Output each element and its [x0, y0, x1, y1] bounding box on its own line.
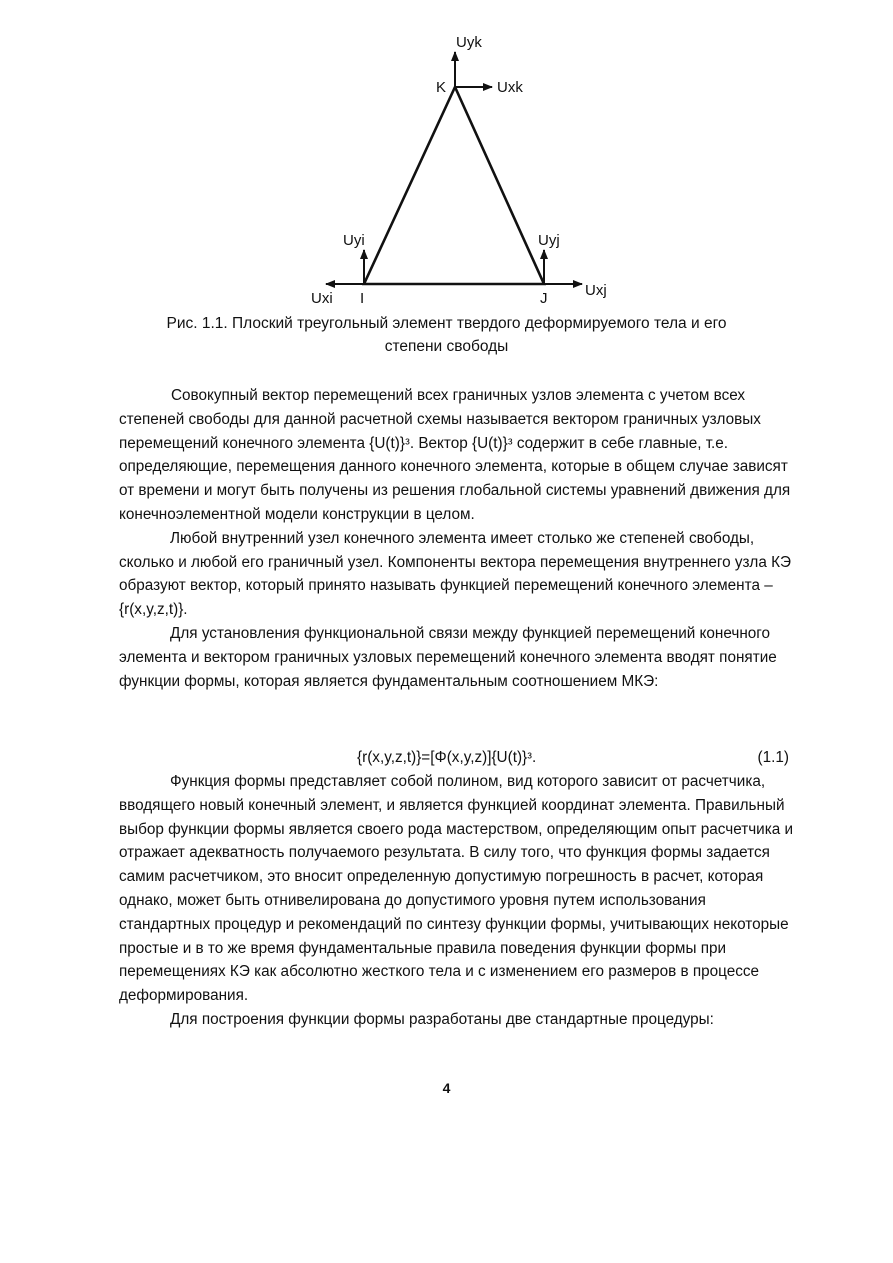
paragraph: Совокупный вектор перемещений всех граничных узлов элемента с учетом всех степеней свободы для данной расчетной схемы называется вектором граничных узловых перемещений конечного элемента {U(t)}ᵌ. Вектор {U(t)}ᵌ содержит в себе главные, т.е. определяющие, перемещения данного конечного элемента, которые в общем случае зависят от времени и могут быть получены из решения глобальной системы уравнений движения для конечноэлементной модели конструкции в целом.: [119, 387, 791, 523]
formula-expression: {r(x,y,z,t)}=[Φ(x,y,z)]{U(t)}ᵌ.: [357, 749, 537, 766]
triangle-diagram: [0, 0, 893, 310]
figure-triangle-element: [0, 0, 893, 310]
formula-1-1: [119, 746, 799, 770]
body-text-bottom: [119, 770, 799, 1032]
label-k: K: [436, 79, 447, 96]
label-uyi: Uyi: [343, 232, 365, 249]
figure-caption-line1: Рис. 1.1. Плоский треугольный элемент твердого деформируемого тела и его: [166, 315, 727, 332]
label-uxi: Uxi: [311, 290, 333, 307]
body-text-top: [119, 384, 799, 693]
paragraph: Для построения функции формы разработаны две стандартные процедуры:: [170, 1010, 714, 1028]
figure-caption-line2: степени свободы: [384, 338, 509, 355]
triangle-element: [364, 87, 544, 284]
label-i: I: [360, 290, 365, 307]
formula-number: (1.1): [757, 749, 789, 766]
paragraph: Любой внутренний узел конечного элемента имеет столько же степеней свободы, сколько и любой его граничный узел. Компоненты вектора перемещения внутреннего узла КЭ образуют вектор, который принято называть функцией перемещений конечного элемента – {r(x,y,z,t)}.: [119, 529, 791, 619]
label-uyk: Uyk: [456, 34, 482, 51]
label-uxj: Uxj: [585, 282, 607, 299]
paragraph: Функция формы представляет собой полином, вид которого зависит от расчетчика, вводящего новый конечный элемент, и является функцией координат элемента. Правильный выбор функции формы является своего рода мастерством, определяющим опыт расчетчика и отражает адекватность получаемого результата. В силу того, что функция формы задается самим расчетчиком, это вносит определенную допустимую погрешность в расчет, которая однако, может быть отнивелирована до допустимого уровня путем использования стандартных процедур и рекомендаций по синтезу функции формы, учитывающих некоторые простые и в то же время фундаментальные правила поведения функции формы при перемещениях КЭ как абсолютно жесткого тела и с изменением его размеров в процессе деформирования.: [119, 773, 794, 1005]
page-number: 4: [442, 1080, 451, 1096]
paragraph: Для установления функциональной связи между функцией перемещений конечного элемента и вектором граничных узловых перемещений конечного элемента вводят понятие функции формы, которая является фундаментальным соотношением МКЭ:: [119, 624, 777, 690]
label-uyj: Uyj: [538, 232, 560, 249]
label-uxk: Uxk: [497, 79, 523, 96]
label-j: J: [540, 290, 548, 307]
